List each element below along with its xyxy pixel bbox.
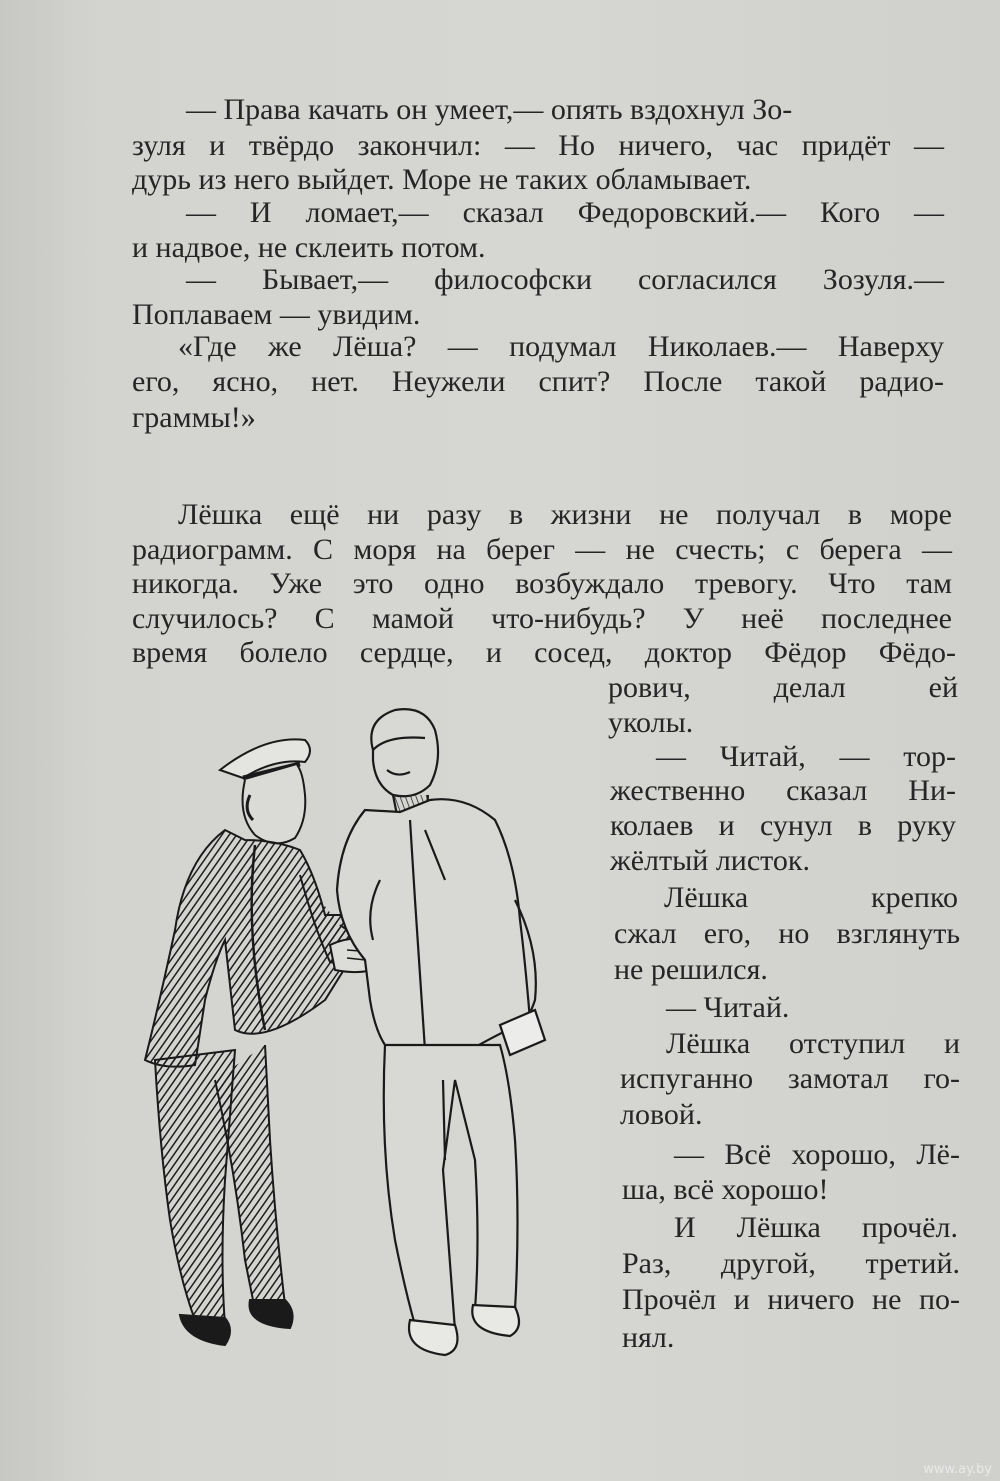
text-line: И Лёшка прочёл. xyxy=(674,1211,958,1244)
text-line: испуганно замотал го- xyxy=(620,1062,960,1095)
text-line: Прочёл и ничего не по- xyxy=(622,1283,960,1316)
text-line: Лёшка ещё ни разу в жизни не получал в море xyxy=(178,498,952,531)
text-line: Раз, другой, третий. xyxy=(622,1247,960,1280)
text-line: — Всё хорошо, Лё- xyxy=(674,1138,960,1171)
text-line: ша, всё хорошо! xyxy=(622,1173,829,1206)
handshake-illustration xyxy=(125,700,595,1400)
text-line: случилось? С мамой что-нибудь? У неё последнее xyxy=(132,602,952,635)
text-line: Поплаваем — увидим. xyxy=(132,298,421,331)
text-line: сжал его, но взглянуть xyxy=(614,917,960,950)
text-line: никогда. Уже это одно возбуждало тревогу. Что там xyxy=(132,567,952,600)
text-line: не решился. xyxy=(614,953,768,986)
watermark: www.ay.by xyxy=(923,1462,992,1477)
text-line: — Читай. xyxy=(666,991,790,1024)
text-line: рович, делал ей xyxy=(608,671,958,704)
text-line: нял. xyxy=(622,1321,675,1354)
text-line: Лёшка крепко xyxy=(664,881,958,914)
text-line: дурь из него выйдет. Море не таких обламывает. xyxy=(132,163,752,196)
text-line: его, ясно, нет. Неужели спит? После такой радио- xyxy=(132,365,944,398)
text-line: уколы. xyxy=(608,706,694,739)
text-line: — Бывает,— философски согласился Зозуля.— xyxy=(186,263,944,296)
text-line: граммы!» xyxy=(132,401,256,434)
text-line: жёлтый листок. xyxy=(610,844,810,877)
text-line: и надвое, не склеить потом. xyxy=(132,231,486,264)
text-line: — И ломает,— сказал Федоровский.— Кого — xyxy=(186,196,944,229)
text-line: Лёшка отступил и xyxy=(666,1027,960,1060)
young-man-figure xyxy=(337,709,545,1355)
text-line: радиограмм. С моря на берег — не счесть; с берега — xyxy=(132,533,952,566)
text-line: время болело сердце, и сосед, доктор Фёдор Фёдо- xyxy=(132,636,956,669)
text-line: жественно сказал Ни- xyxy=(610,774,956,807)
text-line: колаев и сунул в руку xyxy=(610,809,956,842)
text-line: ловой. xyxy=(620,1098,703,1131)
text-line: зуля и твёрдо закончил: — Но ничего, час придёт — xyxy=(132,129,944,162)
text-line: «Где же Лёша? — подумал Николаев.— Наверху xyxy=(178,330,944,363)
text-line: — Читай, — тор- xyxy=(656,740,956,773)
text-line: — Права качать он умеет,— опять вздохнул Зо- xyxy=(186,93,793,126)
